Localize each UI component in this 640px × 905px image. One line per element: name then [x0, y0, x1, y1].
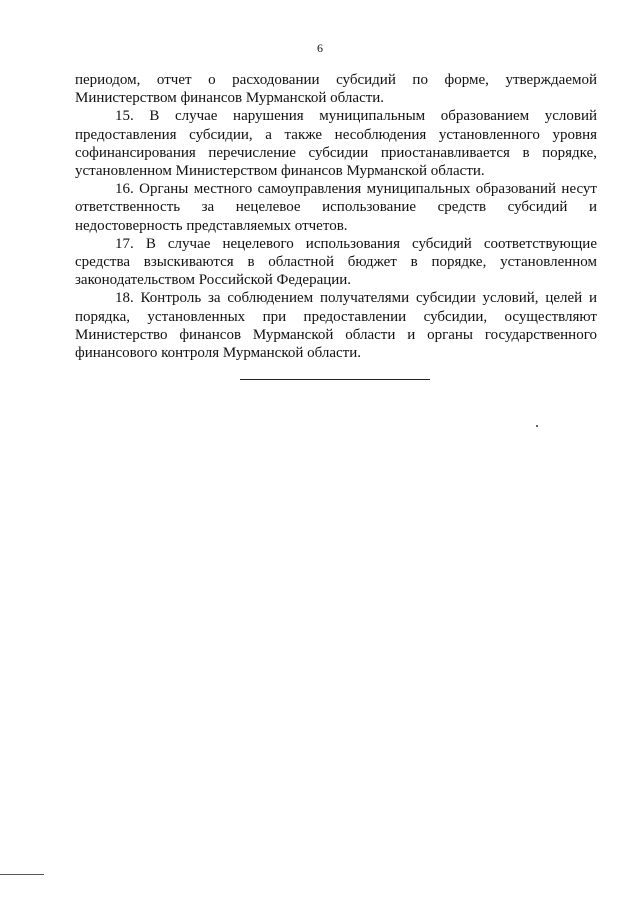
page-number: 6	[317, 41, 323, 55]
footer-line-mark	[0, 874, 44, 875]
paragraph-15: 15. В случае нарушения муниципальным образованием условий предоставления субсидии, а также несоблюдения установленного уровня софинансирования перечисление субсидии приостанавливается в порядке, установленном Министерством финансов Мурманской области.	[75, 108, 597, 180]
paragraph-16: 16. Органы местного самоуправления муниципальных образований несут ответственность за нецелевое использование средств субсидий и недостоверность представляемых отчетов.	[75, 181, 597, 234]
paragraph-continuation: периодом, отчет о расходовании субсидий по форме, утверждаемой Министерством финансов Мурманской области.	[75, 72, 597, 107]
paragraph-18: 18. Контроль за соблюдением получателями субсидии условий, целей и порядка, установленных при предоставлении субсидии, осуществляют Министерство финансов Мурманской области и органы государственного финансового контроля Мурманской области.	[75, 290, 597, 362]
stray-dot-mark	[536, 425, 538, 427]
end-of-document-rule	[240, 379, 430, 380]
paragraph-17: 17. В случае нецелевого использования субсидий соответствующие средства взыскиваются в областной бюджет в порядке, установленном законодательством Российской Федерации.	[75, 235, 597, 289]
document-body	[75, 71, 597, 362]
